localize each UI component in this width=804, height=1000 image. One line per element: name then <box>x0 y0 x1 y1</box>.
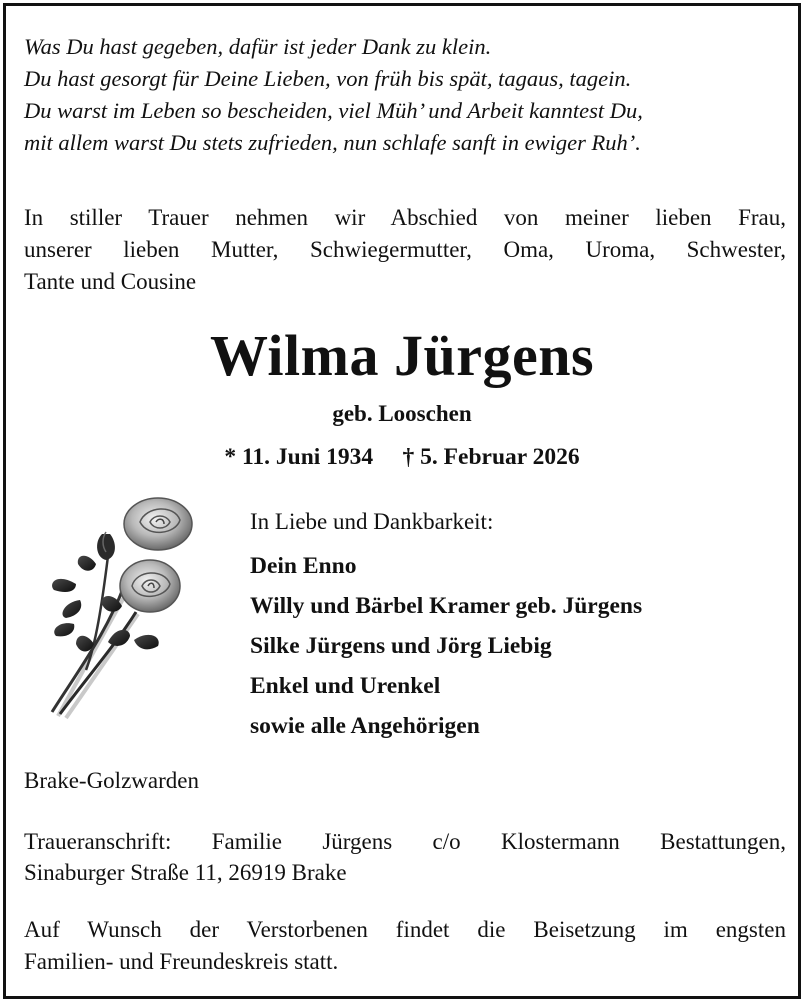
mourning-address <box>24 826 786 888</box>
deceased-name: Wilma Jürgens <box>209 323 595 388</box>
note-line: Familien- und Freundeskreis statt. <box>24 949 339 974</box>
poem <box>24 31 794 159</box>
birth-name: geb. Looschen <box>332 401 472 426</box>
mourner-line: Enkel und Urenkel <box>250 673 441 699</box>
rose-icon <box>36 494 211 724</box>
obituary-notice <box>3 3 801 999</box>
poem-line: Was Du hast gegeben, dafür ist jeder Dank zu klein. <box>24 34 492 59</box>
mourner-line: sowie alle Angehörigen <box>250 713 480 739</box>
intro-line: unserer lieben Mutter, Schwiegermutter, Oma, Uroma, Schwester, <box>24 237 786 262</box>
intro-text <box>24 202 786 298</box>
mourner-line: Silke Jürgens und Jörg Liebig <box>250 633 552 659</box>
mourners <box>250 506 790 746</box>
poem-line: Du warst im Leben so bescheiden, viel Müh’ und Arbeit kanntest Du, <box>24 98 643 123</box>
note-line: Auf Wunsch der Verstorbenen findet die Beisetzung im engsten <box>24 917 786 942</box>
life-dates: * 11. Juni 1934 † 5. Februar 2026 <box>224 444 580 470</box>
mourner-line: Willy und Bärbel Kramer geb. Jürgens <box>250 593 643 619</box>
poem-line: mit allem warst Du stets zufrieden, nun schlafe sanft in ewiger Ruh’. <box>24 130 641 155</box>
address-line: Traueranschrift: Familie Jürgens c/o Klostermann Bestattungen, <box>24 829 786 854</box>
intro-line: In stiller Trauer nehmen wir Abschied von meiner lieben Frau, <box>24 205 786 230</box>
mourner-line: Dein Enno <box>250 553 357 579</box>
mourners-lead: In Liebe und Dankbarkeit: <box>250 509 494 534</box>
address-line: Sinaburger Straße 11, 26919 Brake <box>24 860 347 885</box>
place: Brake-Golzwarden <box>24 768 199 793</box>
intro-line: Tante und Cousine <box>24 269 197 294</box>
poem-line: Du hast gesorgt für Deine Lieben, von früh bis spät, tagaus, tagein. <box>24 66 632 91</box>
burial-note <box>24 914 786 978</box>
